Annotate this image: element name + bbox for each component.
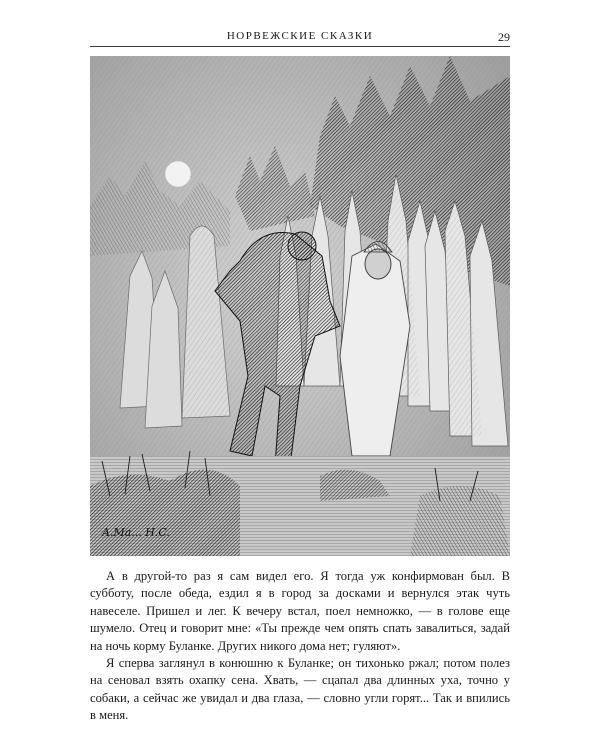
paragraph: Я сперва заглянул в конюшню к Буланке; он тихонько ржал; потом полез на сеновал взять охапку сена. Хвать, — сцапал два длинных уха, точно у собаки, а сейчас же увидал и два глаза, — словно угли горят... Так и впились в меня. (90, 656, 510, 723)
header-rule (90, 46, 510, 47)
marsh-grass (90, 470, 240, 556)
paragraph: А в другой-то раз я сам видел его. Я тогда уж конфирмован был. В субботу, после обеда, ездил я в город за досками и вернулся этак чуть навеселе. Пришел и лег. К вечеру встал, поел немножко, — в голове еще шумело. Отец и говорит мне: «Ты прежде чем опять спать завалиться, задай на ночь корму Буланке. Других никого дома нет; гуляют». (90, 569, 510, 653)
moon (165, 161, 191, 187)
engraving-illustration (90, 56, 510, 556)
running-head: НОРВЕЖСКИЕ СКАЗКИ (226, 30, 374, 42)
engraver-signature: A.Ma... H.C. (102, 526, 170, 539)
story-text (90, 568, 510, 725)
page-number: 29 (498, 30, 510, 44)
